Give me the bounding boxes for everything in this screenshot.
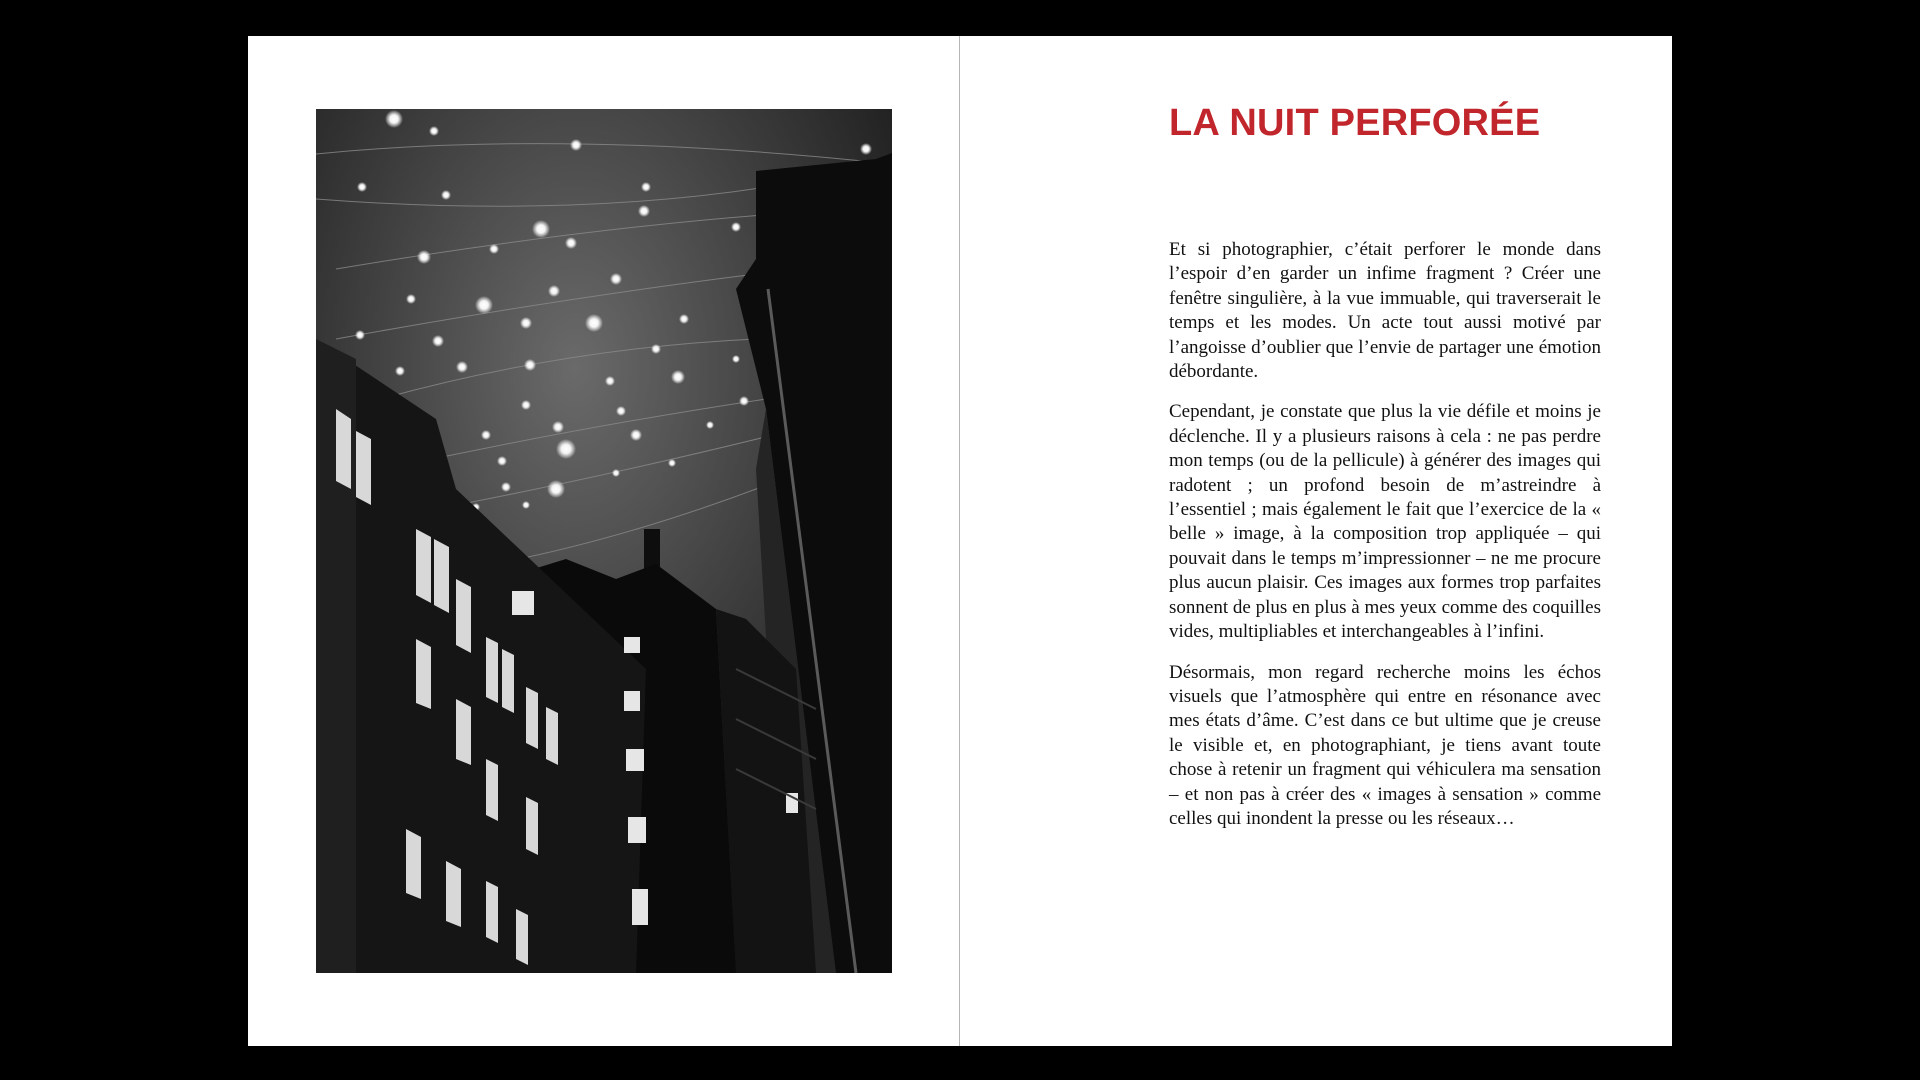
- paragraph: Et si photographier, c’était perforer le monde dans l’espoir d’en garder un infime fragment ? Créer une fenêtre singulière, à la vue immuable, qui traverserait le temps et les modes. Un acte tout aussi motivé par l’angoisse d’oublier que l’envie de partager une émotion débordante.: [1169, 239, 1601, 383]
- paragraph: Cependant, je constate que plus la vie défile et moins je déclenche. Il y a plusieurs raisons à cela : ne pas perdre mon temps (ou de la pellicule) à générer des images qui radotent ; un profond besoin de m’astreindre à l’essentiel ; mais également le fait que l’exercice de la « belle » image, à la composition trop appliquée – qui pouvait dans le temps m’impressionner – ne me procure plus aucun plaisir. Ces images aux formes trop parfaites sonnent de plus en plus à mes yeux comme des coquilles vides, multipliables et interchangeables à l’infini.: [1169, 401, 1601, 643]
- left-page: [248, 36, 959, 1046]
- book-spread: [248, 36, 1672, 1046]
- right-page: [960, 36, 1672, 1046]
- paragraph: Désormais, mon regard recherche moins les échos visuels que l’atmosphère qui entre en résonance avec mes états d’âme. C’est dans ce but ultime que je creuse le visible et, en photographiant, je tiens avant toute chose à retenir un fragment qui véhiculera ma sensation – et non pas à créer des « images à sensation » comme celles qui inondent la presse ou les réseaux…: [1169, 661, 1601, 829]
- night-city-bw-photo-icon: [316, 109, 892, 973]
- chapter-body: [1169, 238, 1601, 847]
- chapter-title: LA NUIT PERFORÉE: [1169, 102, 1541, 144]
